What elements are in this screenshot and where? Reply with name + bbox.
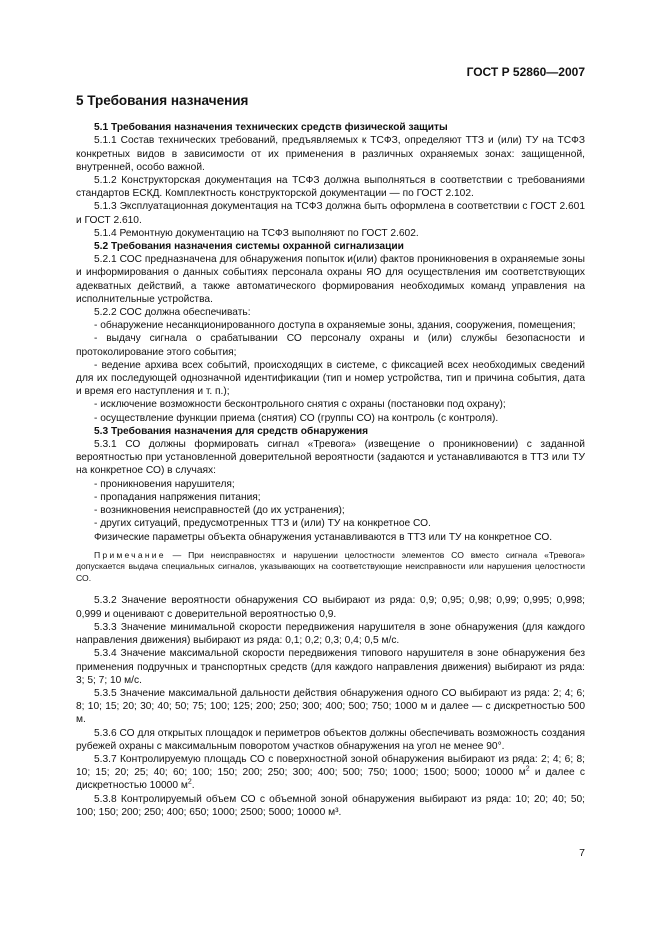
list-item: - пропадания напряжения питания; — [94, 491, 261, 503]
list-item: - исключение возможности бесконтрольного снятия с охраны (постановки под охрану); — [94, 399, 506, 411]
section-title: 5 Требования назначения — [76, 93, 249, 108]
paragraph-5-1-4: 5.1.4 Ремонтную документацию на ТСФЗ выполняют по ГОСТ 2.602. — [94, 227, 419, 239]
paragraph-5-2-1: 5.2.1 СОС предназначена для обнаружения попыток и(или) фактов проникновения в охраняемые зоны и информирования о данных событиях персонала охраны ЯО для осуществления им соответствующих адекватных действий, а также автоматического формирования необходимых команд управления на исполнительные устройства. — [76, 254, 585, 305]
superscript-2: 2 — [187, 778, 192, 786]
note — [76, 550, 585, 585]
list-item: - обнаружение несанкционированного доступа в охраняемые зоны, здания, сооружения, помещения; — [94, 320, 576, 332]
list-item: - осуществление функции приема (снятия) СО (группы СО) на контроль (с контроля). — [94, 412, 499, 424]
paragraph-5-3-7-part-a: 5.3.7 Контролируемую площадь СО с поверхностной зоной обнаружения выбирают из ряда: 2; 4; 6; 8; 10; 15; 20; 25; 40; 60; 100; 150; 200; 250; 300; 400; 500; 750; 1000; 1500; 5000; 10000 м — [76, 753, 585, 779]
paragraph-5-3-7-part-b: и далее с дискретностью 10000 м — [76, 767, 585, 792]
note-text: — При неисправностях и нарушении целостности элементов СО вместо сигнала «Тревога» допускается выдача специальных сигналов, указывающих на соответствующие неисправности или нарушения целостности СО. — [76, 549, 585, 583]
list-item: - ведение архива всех событий, происходящих в системе, с фиксацией всех необходимых сведений для их последующей однозначной идентификации (тип и номер устройства, тип и причина события, дата и время его наступления и т. п.); — [76, 359, 585, 398]
paragraph-5-1-1: 5.1.1 Состав технических требований, предъявляемых к ТСФЗ, определяют ТТЗ и (или) ТУ на ТСФЗ конкретных видов в зависимости от их применения в различных охраняемых зонах: защищенной, внутренней, особо важной. — [76, 135, 585, 173]
paragraph-5-3-6: 5.3.6 СО для открытых площадок и периметров объектов должны обеспечивать возможность создания рубежей охраны с максимальным поворотом участков обнаружения на угол не менее 90°. — [76, 727, 585, 752]
paragraph-5-3-8: 5.3.8 Контролируемый объем СО с объемной зоной обнаружения выбирают из ряда: 10; 20; 40; 50; 100; 150; 200; 250; 400; 650; 1000; 2500; 5000; 10000 м³. — [76, 793, 585, 818]
paragraph-5-3-3: 5.3.3 Значение минимальной скорости передвижения нарушителя в зоне обнаружения (для каждого направления движения) выбирают из ряда: 0,1; 0,2; 0,3; 0,4; 0,5 м/с. — [76, 621, 585, 647]
superscript-2: 2 — [525, 765, 530, 773]
paragraph-5-3-7 — [76, 753, 585, 793]
paragraph-physical-params: Физические параметры объекта обнаружения устанавливаются в ТТЗ или ТУ на конкретное СО. — [94, 531, 553, 543]
paragraph-5-2-2: 5.2.2 СОС должна обеспечивать: — [94, 307, 251, 319]
paragraph-5-3-1: 5.3.1 СО должны формировать сигнал «Тревога» (извещение о проникновении) с заданной вероятностью при установленной доверительной вероятности (задаются и устанавливаются в ТТЗ или ТУ на конкретное СО) в случаях: — [76, 439, 585, 477]
note-label: Примечание — [94, 549, 166, 560]
paragraph-5-3-5: 5.3.5 Значение максимальной дальности действия обнаружения одного СО выбирают из ряда: 2; 4; 6; 8; 10; 15; 20; 30; 40; 50; 75; 100; 125; 200; 250; 300; 400; 500; 750; 1000 м и далее — с дискретностью 500 м. — [76, 687, 585, 726]
list-item: - других ситуаций, предусмотренных ТТЗ и (или) ТУ на конкретное СО. — [94, 518, 431, 530]
list-item: - проникновения нарушителя; — [94, 478, 235, 490]
paragraph-5-3-7-part-c: . — [191, 780, 195, 792]
list-item: - возникновения неисправностей (до их устранения); — [94, 505, 345, 517]
paragraph-5-1-2: 5.1.2 Конструкторская документация на ТСФЗ должна выполняться в соответствии с требованиями стандартов ЕСКД. Комплектность конструкторской документации — по ГОСТ 2.102. — [76, 175, 585, 200]
subsection-title-5-3: 5.3 Требования назначения для средств обнаружения — [94, 425, 369, 437]
subsection-title-5-1: 5.1 Требования назначения технических средств физической защиты — [94, 122, 448, 134]
list-item: - выдачу сигнала о срабатывании СО персоналу охраны и (или) службы безопасности и протоколирование этого события; — [76, 333, 585, 358]
paragraph-5-3-2: 5.3.2 Значение вероятности обнаружения СО выбирают из ряда: 0,9; 0,95; 0,98; 0,99; 0,995; 0,998; 0,999 и оценивают с доверительной вероятностью 0,9. — [76, 595, 585, 620]
paragraph-5-1-3: 5.1.3 Эксплуатационная документация на ТСФЗ должна быть оформлена в соответствии с ГОСТ 2.601 и ГОСТ 2.610. — [76, 201, 585, 226]
subsection-title-5-2: 5.2 Требования назначения системы охранной сигнализации — [94, 241, 404, 253]
page-number: 7 — [579, 847, 585, 859]
page-content — [76, 92, 585, 819]
paragraph-5-3-4: 5.3.4 Значение максимальной скорости передвижения типового нарушителя в зоне обнаружения без применения подручных и транспортных средств (для каждого направления движения) выбирают из ряда: 3; 5; 7; 10 м/с. — [76, 648, 585, 686]
standard-number: ГОСТ Р 52860—2007 — [466, 65, 585, 79]
